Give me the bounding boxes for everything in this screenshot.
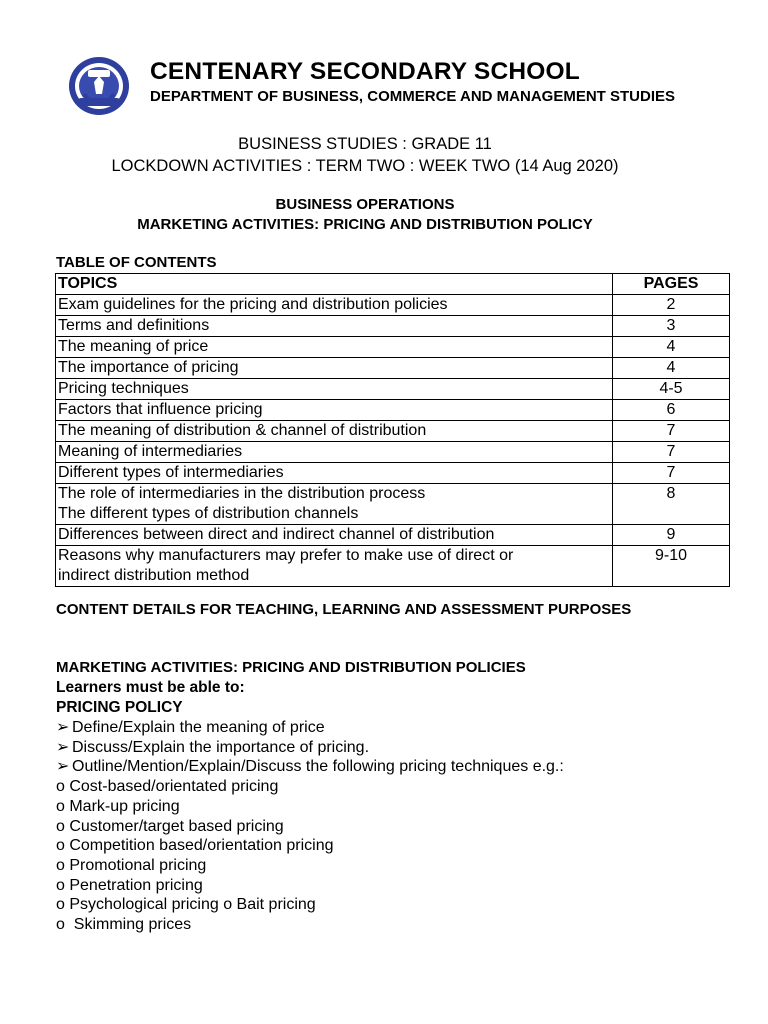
table-of-contents [55,273,730,587]
toc-topic: Meaning of intermediaries [56,442,613,463]
toc-topic: Differences between direct and indirect channel of distribution [56,525,613,546]
list-item: o Customer/target based pricing [56,817,284,835]
objectives-list [56,718,564,935]
topic-heading: BUSINESS OPERATIONS [275,196,455,213]
table-row [56,546,730,587]
toc-page: 4 [613,358,730,379]
table-row [56,358,730,379]
toc-page: 9-10 [613,546,730,587]
table-row [56,442,730,463]
toc-topic: The importance of pricing [56,358,613,379]
toc-page: 7 [613,463,730,484]
table-row [56,337,730,358]
school-name: CENTENARY SECONDARY SCHOOL [150,58,580,85]
toc-page: 9 [613,525,730,546]
pricing-policy-heading: PRICING POLICY [56,699,183,716]
table-row [56,463,730,484]
toc-col-topics: TOPICS [56,274,613,295]
toc-topic: Pricing techniques [56,379,613,400]
school-crest-icon [64,54,134,120]
toc-page: 4-5 [613,379,730,400]
toc-page: 7 [613,421,730,442]
toc-col-pages: PAGES [613,274,730,295]
toc-topic-line: indirect distribution method [58,567,250,584]
table-row [56,295,730,316]
toc-page: 6 [613,400,730,421]
table-row [56,484,730,525]
list-item: o Promotional pricing [56,856,207,874]
content-details-heading: CONTENT DETAILS FOR TEACHING, LEARNING AND ASSESSMENT PURPOSES [56,601,632,618]
toc-page: 7 [613,442,730,463]
policies-heading: MARKETING ACTIVITIES: PRICING AND DISTRIBUTION POLICIES [56,659,526,676]
list-item: o Penetration pricing [56,876,203,894]
list-item: o Mark-up pricing [56,797,180,815]
toc-page: 3 [613,316,730,337]
arrow-bullet-icon: ➢ [56,719,70,736]
school-logo [64,54,134,120]
toc-topic [56,484,613,525]
department-name: DEPARTMENT OF BUSINESS, COMMERCE AND MANAGEMENT STUDIES [150,88,676,105]
toc-topic: Different types of intermediaries [56,463,613,484]
subject-grade: BUSINESS STUDIES : GRADE 11 [238,135,492,153]
list-item: ➢ Discuss/Explain the importance of pricing. [56,738,370,756]
toc-title: TABLE OF CONTENTS [56,254,217,271]
list-item: o Psychological pricing o Bait pricing [56,896,316,914]
toc-header-row [56,274,730,295]
toc-topic [56,546,613,587]
toc-page: 8 [613,484,730,525]
list-item: ➢ Define/Explain the meaning of price [56,719,325,736]
toc-topic: Exam guidelines for the pricing and distribution policies [56,295,613,316]
table-row [56,525,730,546]
lockdown-week: LOCKDOWN ACTIVITIES : TERM TWO : WEEK TWO (14 Aug 2020) [111,157,619,175]
table-row [56,379,730,400]
list-item: o Competition based/orientation pricing [56,837,334,855]
toc-topic: The meaning of price [56,337,613,358]
arrow-bullet-icon: ➢ [56,738,70,756]
subtopic-heading: MARKETING ACTIVITIES: PRICING AND DISTRIBUTION POLICY [137,216,593,233]
table-row [56,316,730,337]
learners-intro: Learners must be able to: [56,679,245,696]
table-row [56,400,730,421]
toc-page: 2 [613,295,730,316]
list-item: o Cost-based/orientated pricing [56,778,279,796]
toc-topic-line: The role of intermediaries in the distribution process [58,485,426,502]
toc-topic: The meaning of distribution & channel of distribution [56,421,613,442]
toc-topic: Terms and definitions [56,316,613,337]
toc-topic-line: Reasons why manufacturers may prefer to make use of direct or [58,547,514,564]
list-item: o Skimming prices [56,916,192,934]
arrow-bullet-icon: ➢ [56,758,70,776]
toc-topic-line: The different types of distribution channels [58,505,359,522]
table-row [56,421,730,442]
list-item: ➢ Outline/Mention/Explain/Discuss the following pricing techniques e.g.: [56,758,564,776]
toc-page: 4 [613,337,730,358]
toc-topic: Factors that influence pricing [56,400,613,421]
